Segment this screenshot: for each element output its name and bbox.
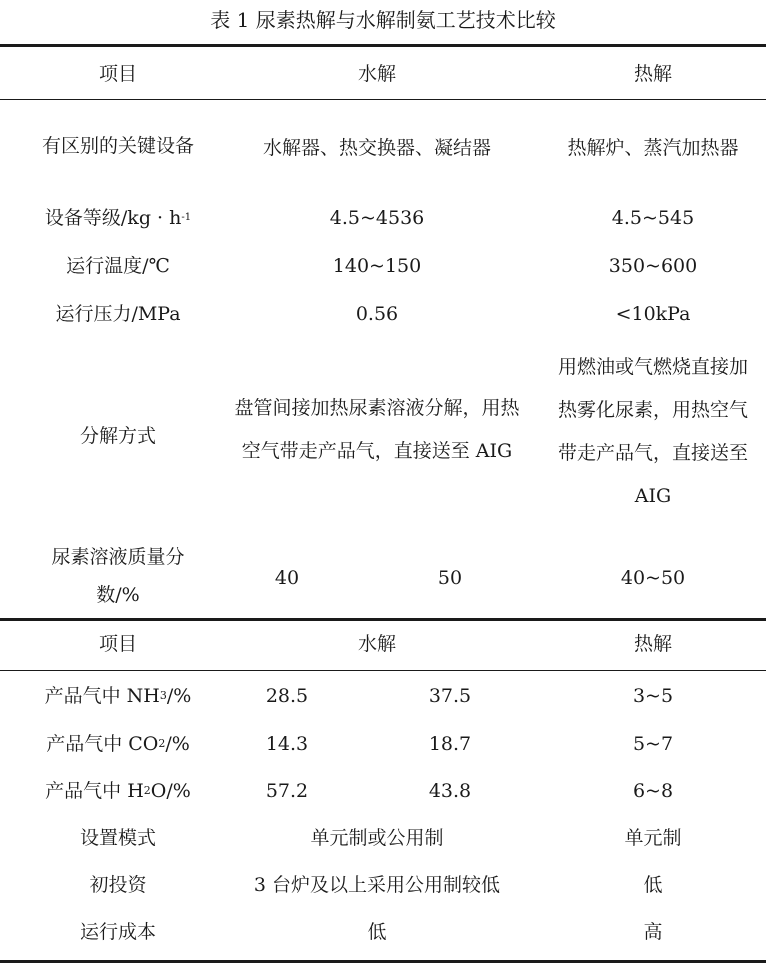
row-pressure-label: 运行压力/MPa — [55, 303, 181, 325]
row-mode-label: 设置模式 — [79, 827, 156, 849]
row-nh3-hydrolysis-b: 37.5 — [428, 685, 472, 707]
row-urea-fraction-pyrolysis: 40~50 — [620, 567, 686, 589]
section-rule — [0, 618, 766, 621]
row-co2-pyrolysis: 5~7 — [632, 733, 674, 755]
table-caption: 表 1 尿素热解与水解制氨工艺技术比较 — [210, 8, 556, 32]
row-mode-hydrolysis: 单元制或公用制 — [310, 827, 444, 849]
row-investment-pyrolysis: 低 — [643, 874, 663, 896]
top-rule — [0, 44, 766, 47]
row-h2o-pyrolysis: 6~8 — [632, 780, 674, 802]
row-equipment-pyrolysis: 热解炉、蒸汽加热器 — [567, 137, 739, 159]
row-urea-fraction-hydrolysis-a: 40 — [274, 567, 300, 589]
header2-item: 项目 — [98, 633, 137, 655]
row-co2-label: 产品气中 CO 2 /% — [46, 733, 190, 755]
row-capacity-label: 设备等级/kg · h -1 — [44, 207, 192, 229]
row-h2o-label: 产品气中 H 2 O/% — [45, 780, 191, 802]
row-nh3-label: 产品气中 NH 3 /% — [44, 685, 192, 707]
row-cost-pyrolysis: 高 — [643, 921, 663, 943]
row-cost-label: 运行成本 — [79, 921, 156, 943]
row-decomposition-pyrolysis: 用燃油或气燃烧直接加热雾化尿素，用热空气带走产品气，直接送至 AIG — [557, 356, 748, 507]
header2-pyrolysis: 热解 — [633, 633, 672, 655]
row-co2-hydrolysis-b: 18.7 — [428, 733, 472, 755]
header-pyrolysis: 热解 — [633, 63, 672, 85]
header-rule — [0, 99, 766, 100]
row-capacity-hydrolysis: 4.5~4536 — [329, 207, 425, 229]
row-temperature-hydrolysis: 140~150 — [332, 255, 422, 277]
row-temperature-label: 运行温度/℃ — [66, 255, 170, 277]
row-nh3-hydrolysis-a: 28.5 — [265, 685, 309, 707]
row-decomposition-label: 分解方式 — [79, 425, 156, 447]
row-capacity-pyrolysis: 4.5~545 — [611, 207, 695, 229]
bottom-rule — [0, 960, 766, 963]
row-pressure-pyrolysis: <10kPa — [615, 303, 691, 325]
row-equipment-label: 有区别的关键设备 — [41, 135, 194, 157]
row-h2o-hydrolysis-b: 43.8 — [428, 780, 472, 802]
row-investment-label: 初投资 — [89, 874, 147, 896]
header2-rule — [0, 670, 766, 671]
row-cost-hydrolysis: 低 — [367, 921, 387, 943]
row-pressure-hydrolysis: 0.56 — [355, 303, 399, 325]
row-urea-fraction-label: 尿素溶液质量分数/% — [51, 546, 185, 606]
header2-hydrolysis: 水解 — [357, 633, 396, 655]
row-nh3-pyrolysis: 3~5 — [632, 685, 674, 707]
row-investment-hydrolysis: 3 台炉及以上采用公用制较低 — [253, 874, 501, 896]
header-hydrolysis: 水解 — [357, 63, 396, 85]
row-decomposition-hydrolysis: 盘管间接加热尿素溶液分解，用热空气带走产品气，直接送至 AIG — [234, 397, 520, 462]
row-mode-pyrolysis: 单元制 — [624, 827, 682, 849]
row-temperature-pyrolysis: 350~600 — [608, 255, 698, 277]
row-equipment-hydrolysis: 水解器、热交换器、凝结器 — [262, 137, 491, 159]
row-urea-fraction-hydrolysis-b: 50 — [437, 567, 463, 589]
row-h2o-hydrolysis-a: 57.2 — [265, 780, 309, 802]
row-co2-hydrolysis-a: 14.3 — [265, 733, 309, 755]
header-item: 项目 — [98, 63, 137, 85]
